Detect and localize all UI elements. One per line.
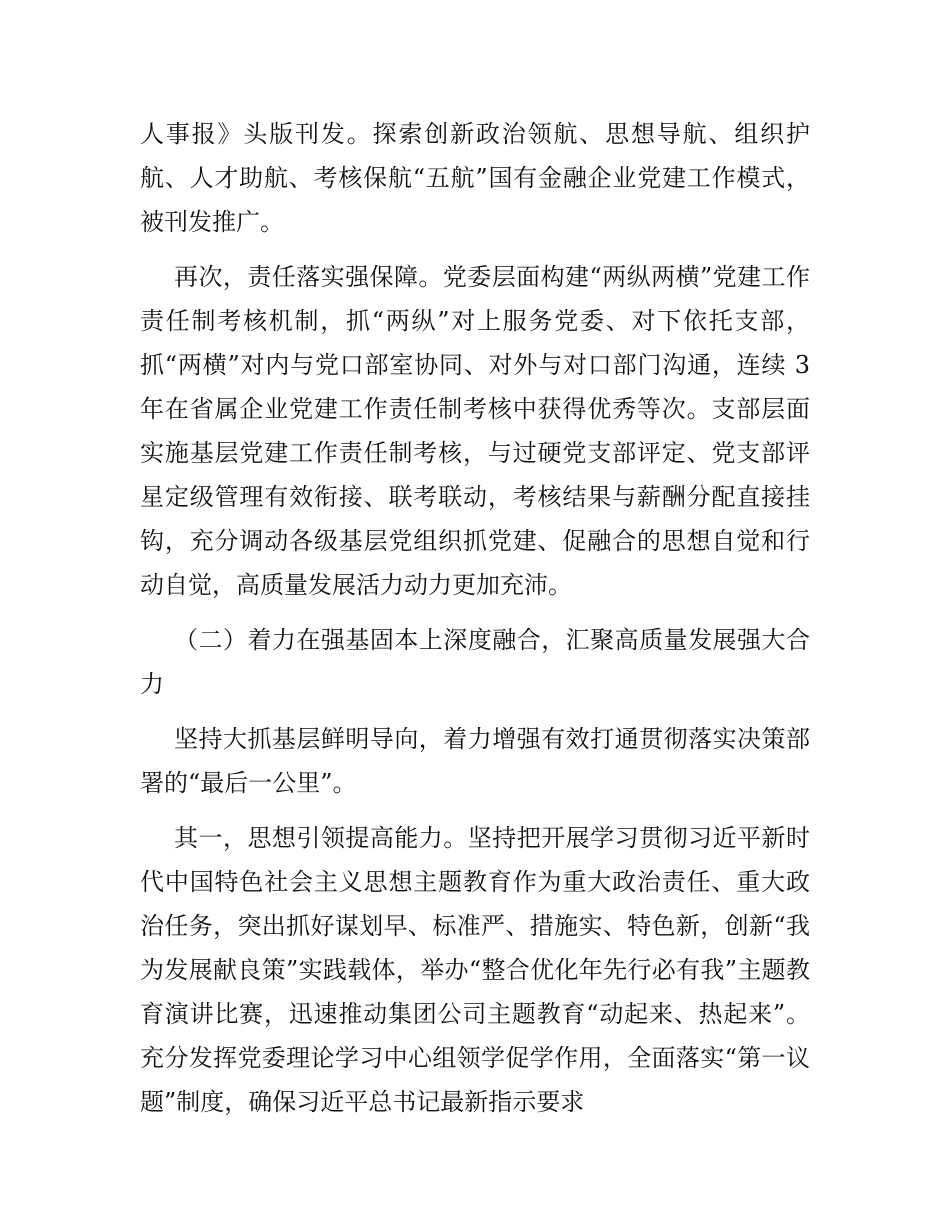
paragraph-continued: 人事报》头版刊发。探索创新政治领航、思想导航、组织护航、人才助航、考核保航“五航”国有金融企业党建工作模式，被刊发推广。 bbox=[140, 120, 810, 236]
section-heading: （二）着力在强基固本上深度融合，汇聚高质量发展强大合力 bbox=[140, 626, 810, 698]
document-body bbox=[140, 112, 810, 1135]
paragraph-responsibility: 再次，责任落实强保障。党委层面构建“两纵两横”党建工作责任制考核机制，抓“两纵”对上服务党委、对下依托支部，抓“两横”对内与党口部室协同、对外与对口部门沟通，连续 3 年在省属企业党建工作责任制考核中获得优秀等次。支部层面实施基层党建工作责任制考核，与过硬党支部评定、党支部评星定级管理有效衔接、联考联动，考核结果与薪酬分配直接挂钩，充分调动各级基层党组织抓党建、促融合的思想自觉和行动自觉，高质量发展活力动力更加充沛。 bbox=[140, 263, 810, 599]
paragraph-ideology: 其一，思想引领提高能力。坚持把开展学习贯彻习近平新时代中国特色社会主义思想主题教育作为重大政治责任、重大政治任务，突出抓好谋划早、标准严、措施实、特色新，创新“我为发展献良策”实践载体，举办“整合优化年先行必有我”主题教育演讲比赛，迅速推动集团公司主题教育“动起来、热起来”。充分发挥党委理论学习中心组领学促学作用，全面落实“第一议题”制度，确保习近平总书记最新指示要求 bbox=[140, 824, 810, 1116]
paragraph-grassroots: 坚持大抓基层鲜明导向，着力增强有效打通贯彻落实决策部署的“最后一公里”。 bbox=[140, 725, 810, 797]
